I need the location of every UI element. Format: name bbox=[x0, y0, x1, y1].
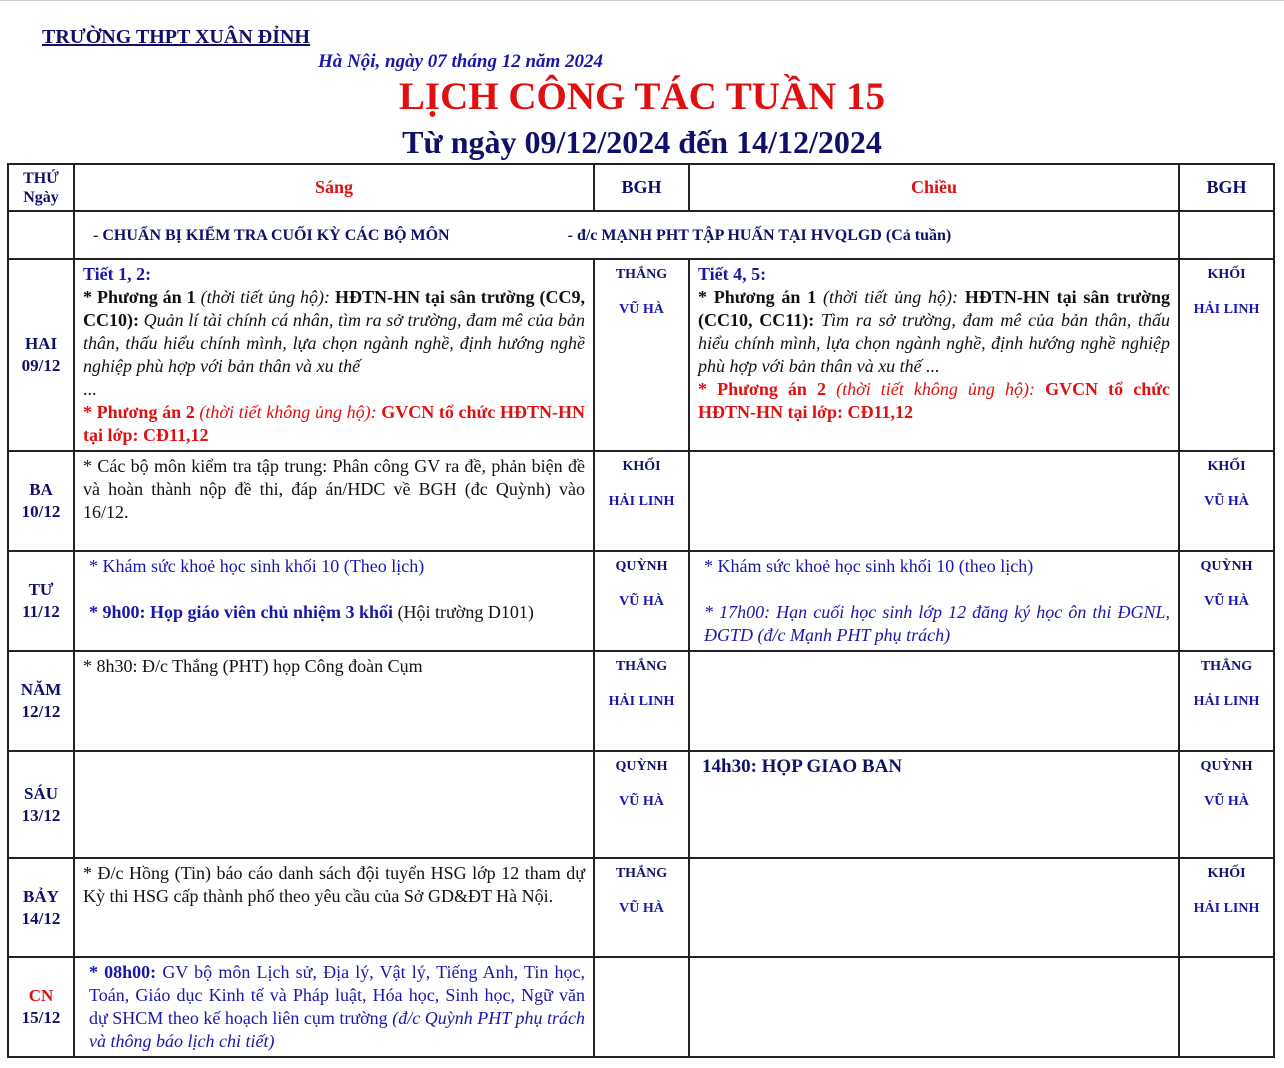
bgh-morning-cell bbox=[594, 551, 689, 651]
morning-cell bbox=[74, 858, 594, 957]
bgh-bottom: HẢI LINH bbox=[1193, 901, 1260, 916]
afternoon-cell bbox=[689, 751, 1179, 858]
afternoon-item-2: * 17h00: Hạn cuối học sinh lớp 12 đăng ký học ôn thi ĐGNL, ĐGTD (đ/c Mạnh PHT phụ trách) bbox=[704, 602, 1170, 645]
day-date: 14/12 bbox=[21, 908, 61, 928]
bgh-bottom: VŨ HÀ bbox=[1204, 794, 1249, 809]
table-row bbox=[8, 551, 1274, 651]
bgh-top: THẮNG bbox=[615, 267, 668, 282]
day-cell bbox=[8, 957, 74, 1057]
notice-bgh-cell bbox=[1179, 211, 1274, 259]
morning-time: * 08h00: bbox=[89, 962, 163, 982]
day-date: 11/12 bbox=[22, 602, 60, 621]
day-cell bbox=[8, 858, 74, 957]
day-name: SÁU bbox=[23, 783, 58, 803]
afternoon-item-1: * Khám sức khoẻ học sinh khối 10 (theo lịch) bbox=[704, 556, 1034, 576]
bgh-top: THẮNG bbox=[1200, 659, 1253, 674]
date-line: Hà Nội, ngày 07 tháng 12 năm 2024 bbox=[318, 51, 604, 72]
plan1-condition: (thời tiết ủng hộ): bbox=[200, 287, 335, 307]
afternoon-text: 14h30: HỌP GIAO BAN bbox=[702, 756, 903, 777]
page-title: LỊCH CÔNG TÁC TUẦN 15 bbox=[398, 75, 886, 118]
bgh-top: KHỐI bbox=[1207, 866, 1246, 881]
bgh-bottom: HẢI LINH bbox=[608, 694, 675, 709]
bgh-afternoon-cell bbox=[1179, 751, 1274, 858]
bgh-morning-cell bbox=[594, 751, 689, 858]
notice-cell bbox=[74, 211, 1179, 259]
header-afternoon: Chiều bbox=[689, 164, 1179, 211]
morning-text: * Các bộ môn kiểm tra tập trung: Phân công GV ra đề, phản biện đề và hoàn thành nộp đề thi, đáp án/HDC về BGH (đc Quỳnh) vào 16/12. bbox=[83, 456, 585, 522]
table-row bbox=[8, 858, 1274, 957]
bgh-top: KHỐI bbox=[1207, 267, 1246, 282]
day-cell bbox=[8, 259, 74, 451]
notice-row bbox=[8, 211, 1274, 259]
morning-text: * 8h30: Đ/c Thắng (PHT) họp Công đoàn Cụm bbox=[83, 656, 423, 676]
plan2-condition: (thời tiết không ủng hộ): bbox=[199, 402, 382, 422]
plan1-description: Tìm ra sở trường, đam mê của bản thân, thấu hiểu chính mình, lựa chọn ngành nghề, định hướng nghề nghiệp phù hợp với bản thân và xu thế ... bbox=[698, 310, 1170, 376]
header-day bbox=[8, 164, 74, 211]
bgh-top: THẮNG bbox=[615, 659, 668, 674]
morning-cell bbox=[74, 259, 594, 451]
bgh-afternoon-cell bbox=[1179, 259, 1274, 451]
morning-item-2-location: (Hội trường D101) bbox=[393, 602, 534, 622]
morning-cell bbox=[74, 957, 594, 1057]
day-date: 12/12 bbox=[21, 702, 61, 721]
morning-cell bbox=[74, 551, 594, 651]
day-cell bbox=[8, 651, 74, 751]
bgh-top: KHỐI bbox=[622, 459, 661, 474]
day-name: TƯ bbox=[28, 580, 54, 599]
day-date: 10/12 bbox=[21, 502, 61, 521]
plan1-label: * Phương án 1 bbox=[83, 287, 201, 307]
plan1-activity: HĐTN-HN tại sân trường (CC9, CC10): bbox=[83, 287, 585, 330]
notice-afternoon: - đ/c MẠNH PHT TẬP HUẤN TẠI HVQLGD (Cả tuần) bbox=[567, 226, 952, 244]
plan2-condition: (thời tiết không ủng hộ): bbox=[836, 379, 1046, 399]
table-row bbox=[8, 651, 1274, 751]
plan1-condition: (thời tiết ủng hộ): bbox=[823, 287, 965, 307]
plan1-description: Quản lí tài chính cá nhân, tìm ra sở trường, đam mê của bản thân, thấu hiểu chính mình, lựa chọn ngành nghề, định hướng nghề nghiệp phù hợp với bản thân và xu thế bbox=[83, 310, 585, 376]
afternoon-cell bbox=[689, 858, 1179, 957]
afternoon-cell bbox=[689, 957, 1179, 1057]
plan1-activity: HĐTN-HN tại sân trường (CC10, CC11): bbox=[698, 287, 1170, 330]
morning-cell bbox=[74, 751, 594, 858]
bgh-top: QUỲNH bbox=[615, 559, 668, 574]
day-cell bbox=[8, 451, 74, 551]
bgh-bottom: HẢI LINH bbox=[608, 494, 675, 509]
bgh-morning-cell bbox=[594, 451, 689, 551]
morning-text: * Đ/c Hồng (Tin) báo cáo danh sách đội tuyển HSG lớp 12 tham dự Kỳ thi HSG cấp thành phố theo yêu cầu của Sở GD&ĐT Hà Nội. bbox=[83, 863, 585, 906]
day-date: 09/12 bbox=[21, 356, 61, 375]
morning-note: (đ/c Quỳnh PHT phụ trách và thông báo lịch chi tiết) bbox=[89, 1008, 585, 1051]
notice-day-cell bbox=[8, 211, 74, 259]
schedule-table bbox=[7, 163, 1275, 1058]
morning-item-2-title: * 9h00: Họp giáo viên chủ nhiệm 3 khối bbox=[89, 602, 394, 622]
plan2-activity: GVCN tổ chức HĐTN-HN tại lớp: CĐ11,12 bbox=[83, 402, 585, 445]
morning-cell bbox=[74, 651, 594, 751]
header-bgh-afternoon: BGH bbox=[1179, 164, 1274, 211]
bgh-morning-cell bbox=[594, 651, 689, 751]
bgh-bottom: HẢI LINH bbox=[1193, 694, 1260, 709]
day-name: NĂM bbox=[20, 680, 62, 699]
afternoon-cell bbox=[689, 451, 1179, 551]
bgh-top: QUỲNH bbox=[1200, 559, 1253, 574]
bgh-afternoon-cell bbox=[1179, 551, 1274, 651]
bgh-afternoon-cell bbox=[1179, 651, 1274, 751]
table-row bbox=[8, 751, 1274, 858]
plan2-label: * Phương án 2 bbox=[698, 379, 837, 399]
day-name: BẢY bbox=[23, 886, 59, 906]
bgh-bottom: VŨ HÀ bbox=[619, 794, 664, 809]
morning-text: GV bộ môn Lịch sử, Địa lý, Vật lý, Tiếng Anh, Tin học, Toán, Giáo dục Kinh tế và Pháp luật, Hóa học, Sinh học, Ngữ văn dự SHCM theo kế hoạch liên cụm trường bbox=[89, 962, 585, 1028]
morning-cell bbox=[74, 451, 594, 551]
bgh-top: KHỐI bbox=[1207, 459, 1246, 474]
header-row bbox=[8, 164, 1274, 211]
afternoon-cell bbox=[689, 551, 1179, 651]
bgh-bottom: VŨ HÀ bbox=[619, 901, 664, 916]
school-name: TRƯỜNG THPT XUÂN ĐỈNH bbox=[42, 26, 310, 48]
day-name: CN bbox=[28, 986, 54, 1005]
bgh-top: THẮNG bbox=[615, 866, 668, 881]
page-subtitle: Từ ngày 09/12/2024 đến 14/12/2024 bbox=[402, 124, 882, 160]
notice-morning: - CHUẨN BỊ KIỂM TRA CUỐI KỲ CÁC BỘ MÔN bbox=[93, 226, 450, 244]
table-row bbox=[8, 957, 1274, 1057]
day-name: BA bbox=[29, 480, 53, 499]
afternoon-cell bbox=[689, 259, 1179, 451]
bgh-morning-cell bbox=[594, 259, 689, 451]
afternoon-period: Tiết 4, 5: bbox=[698, 264, 767, 284]
header-bgh-morning: BGH bbox=[594, 164, 689, 211]
header-day-line1: THỨ bbox=[23, 169, 59, 187]
bgh-morning-cell bbox=[594, 858, 689, 957]
plan1-label: * Phương án 1 bbox=[698, 287, 824, 307]
bgh-bottom: VŨ HÀ bbox=[619, 302, 664, 317]
day-cell bbox=[8, 751, 74, 858]
bgh-afternoon-cell bbox=[1179, 858, 1274, 957]
bgh-afternoon-cell bbox=[1179, 451, 1274, 551]
bgh-top: QUỲNH bbox=[1200, 759, 1253, 774]
plan2-label: * Phương án 2 bbox=[83, 402, 200, 422]
bgh-afternoon-cell bbox=[1179, 957, 1274, 1057]
table-row bbox=[8, 259, 1274, 451]
table-row bbox=[8, 451, 1274, 551]
plan1-ellipsis: ... bbox=[83, 379, 97, 399]
bgh-bottom: HẢI LINH bbox=[1193, 302, 1260, 317]
bgh-bottom: VŨ HÀ bbox=[1204, 494, 1249, 509]
bgh-bottom: VŨ HÀ bbox=[1204, 594, 1249, 609]
day-name: HAI bbox=[24, 334, 58, 353]
morning-period: Tiết 1, 2: bbox=[83, 264, 152, 284]
bgh-morning-cell bbox=[594, 957, 689, 1057]
afternoon-cell bbox=[689, 651, 1179, 751]
header-morning: Sáng bbox=[74, 164, 594, 211]
header-day-line2: Ngày bbox=[23, 188, 59, 206]
bgh-bottom: VŨ HÀ bbox=[619, 594, 664, 609]
plan2-activity: GVCN tổ chức HĐTN-HN tại lớp: CĐ11,12 bbox=[698, 379, 1170, 422]
bgh-top: QUỲNH bbox=[615, 759, 668, 774]
morning-item-1: * Khám sức khoẻ học sinh khối 10 (Theo lịch) bbox=[89, 556, 425, 576]
day-cell bbox=[8, 551, 74, 651]
day-date: 15/12 bbox=[21, 1008, 61, 1027]
day-date: 13/12 bbox=[21, 805, 61, 825]
top-border-line bbox=[0, 0, 1284, 1]
